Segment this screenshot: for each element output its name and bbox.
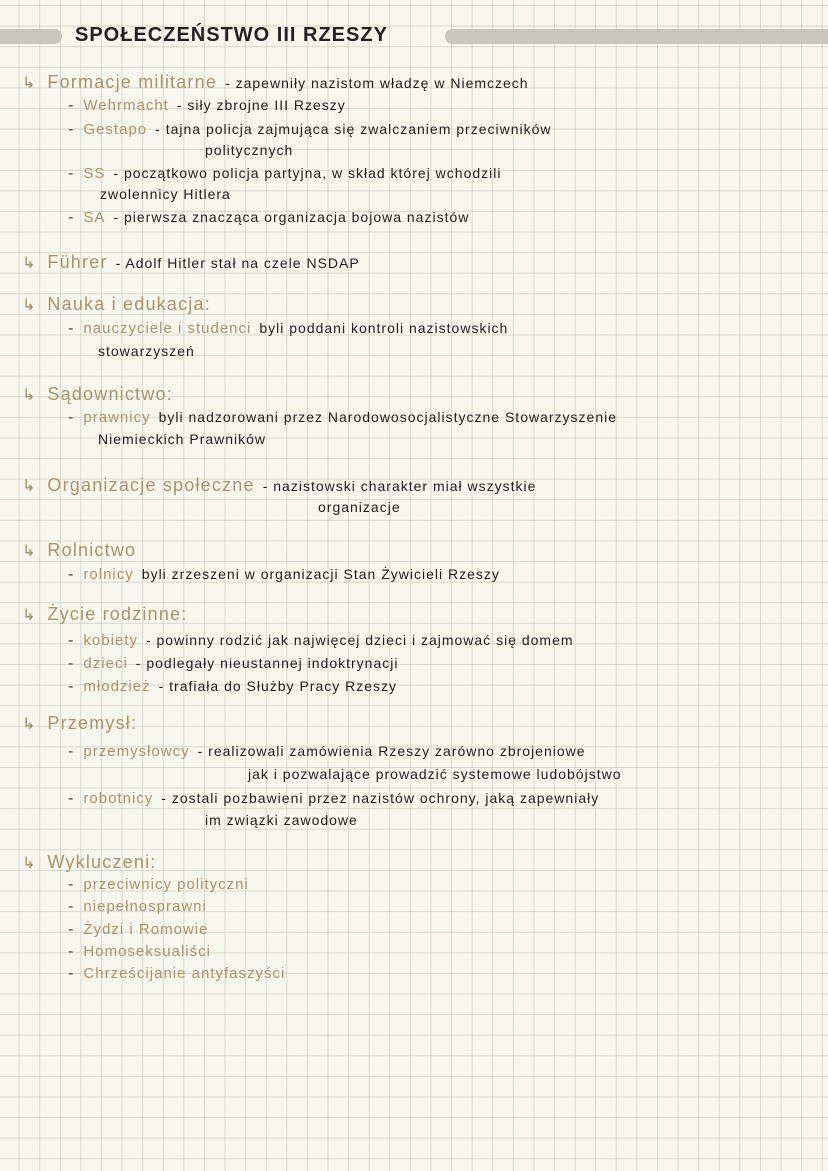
bullet-dash: - bbox=[68, 964, 74, 982]
item-text: byli nadzorowani przez Narodowosocjalistyczne Stowarzyszenie bbox=[158, 409, 618, 425]
item-text: - trafiała do Służby Pracy Rzeszy bbox=[158, 678, 398, 694]
section-heading: Wykluczeni: bbox=[47, 852, 157, 872]
item-term: niepełnosprawni bbox=[83, 898, 207, 915]
arrow-icon: ↳ bbox=[22, 253, 36, 272]
bullet-dash: - bbox=[68, 565, 74, 583]
list-item bbox=[68, 876, 249, 892]
bullet-dash: - bbox=[68, 897, 74, 915]
list-item bbox=[68, 743, 586, 759]
item-term: nauczyciele i studenci bbox=[83, 320, 252, 337]
continuation-line bbox=[318, 499, 401, 515]
list-item bbox=[68, 121, 552, 137]
list-item bbox=[68, 209, 469, 225]
item-term: Żydzi i Romowie bbox=[83, 921, 209, 938]
item-text: byli zrzeszeni w organizacji Stan Żywicieli Rzeszy bbox=[141, 566, 500, 582]
item-text: - powinny rodzić jak najwięcej dzieci i zajmować się domem bbox=[145, 632, 574, 648]
item-term: przemysłowcy bbox=[83, 743, 190, 760]
item-text: - tajna policja zajmująca się zwalczaniem przeciwników bbox=[155, 121, 552, 137]
continuation-text: politycznych bbox=[205, 142, 294, 158]
continuation-text: zwolennicy Hitlera bbox=[100, 186, 231, 202]
item-term: kobiety bbox=[83, 632, 138, 649]
item-term: rolnicy bbox=[83, 566, 134, 583]
item-term: prawnicy bbox=[83, 409, 151, 426]
section-heading: Przemysł: bbox=[47, 713, 138, 733]
continuation-text: organizacje bbox=[318, 499, 401, 515]
continuation-line bbox=[205, 142, 293, 158]
continuation-text: im związki zawodowe bbox=[205, 812, 358, 828]
bullet-dash: - bbox=[68, 920, 74, 938]
arrow-icon: ↳ bbox=[22, 385, 36, 404]
bullet-dash: - bbox=[68, 875, 74, 893]
arrow-icon: ↳ bbox=[22, 73, 36, 92]
bullet-dash: - bbox=[68, 408, 74, 426]
arrow-icon: ↳ bbox=[22, 853, 36, 872]
item-text: - zostali pozbawieni przez nazistów ochrony, jaką zapewniały bbox=[161, 790, 600, 806]
bullet-dash: - bbox=[68, 120, 74, 138]
bullet-dash: - bbox=[68, 942, 74, 960]
item-term: Gestapo bbox=[83, 121, 148, 138]
section-description: - zapewniły nazistom władzę w Niemczech bbox=[225, 75, 529, 91]
bullet-dash: - bbox=[68, 208, 74, 226]
continuation-line bbox=[98, 343, 195, 359]
title-bar-right bbox=[445, 29, 828, 44]
section-description: - Adolf Hitler stał na czele NSDAP bbox=[115, 255, 360, 271]
section-heading: Formacje militarne bbox=[47, 72, 218, 92]
list-item bbox=[68, 409, 617, 425]
list-item bbox=[68, 678, 397, 694]
list-item bbox=[68, 165, 501, 181]
bullet-dash: - bbox=[68, 164, 74, 182]
list-item bbox=[68, 898, 207, 914]
continuation-line bbox=[248, 766, 622, 782]
arrow-icon: ↳ bbox=[22, 476, 36, 495]
section-heading: Nauka i edukacja: bbox=[47, 294, 211, 314]
item-text: - pierwsza znacząca organizacja bojowa nazistów bbox=[113, 209, 470, 225]
continuation-line bbox=[98, 431, 266, 447]
list-item bbox=[68, 320, 508, 336]
bullet-dash: - bbox=[68, 677, 74, 695]
list-item bbox=[68, 632, 574, 648]
section-heading-line bbox=[22, 295, 211, 313]
section-heading-line bbox=[22, 73, 529, 91]
item-term: Homoseksualiści bbox=[83, 943, 211, 960]
title-bar-left bbox=[0, 29, 62, 44]
arrow-icon: ↳ bbox=[22, 295, 36, 314]
item-text: byli poddani kontroli nazistowskich bbox=[259, 320, 509, 336]
section-heading: Organizacje społeczne bbox=[47, 475, 255, 495]
section-heading-line bbox=[22, 476, 536, 494]
item-text: - podlegały nieustannej indoktrynacji bbox=[135, 655, 399, 671]
list-item bbox=[68, 965, 285, 981]
section-heading: Rolnictwo bbox=[47, 540, 137, 560]
continuation-text: stowarzyszeń bbox=[98, 343, 195, 359]
section-heading-line bbox=[22, 714, 137, 732]
arrow-icon: ↳ bbox=[22, 541, 36, 560]
list-item bbox=[68, 790, 599, 806]
bullet-dash: - bbox=[68, 789, 74, 807]
item-term: robotnicy bbox=[83, 790, 154, 807]
section-heading-line bbox=[22, 853, 156, 871]
item-term: Chrześcijanie antyfaszyści bbox=[83, 965, 286, 982]
section-heading-line bbox=[22, 605, 187, 623]
item-term: SA bbox=[83, 209, 106, 226]
list-item bbox=[68, 943, 211, 959]
page-title: SPOŁECZEŃSTWO III RZESZY bbox=[75, 24, 388, 46]
bullet-dash: - bbox=[68, 654, 74, 672]
section-heading-line bbox=[22, 253, 360, 271]
section-heading: Życie rodzinne: bbox=[47, 604, 188, 624]
arrow-icon: ↳ bbox=[22, 605, 36, 624]
item-term: młodzież bbox=[83, 678, 151, 695]
item-text: - realizowali zamówienia Rzeszy zarówno zbrojeniowe bbox=[197, 743, 586, 759]
bullet-dash: - bbox=[68, 96, 74, 114]
item-term: Wehrmacht bbox=[83, 97, 169, 114]
list-item bbox=[68, 921, 208, 937]
list-item bbox=[68, 566, 500, 582]
section-description: - nazistowski charakter miał wszystkie bbox=[262, 478, 537, 494]
bullet-dash: - bbox=[68, 319, 74, 337]
continuation-text: Niemieckich Prawników bbox=[98, 431, 267, 447]
bullet-dash: - bbox=[68, 631, 74, 649]
section-heading-line bbox=[22, 385, 173, 403]
item-text: - początkowo policja partyjna, w skład której wchodzili bbox=[113, 165, 502, 181]
section-heading: Führer bbox=[47, 252, 108, 272]
list-item bbox=[68, 97, 346, 113]
bullet-dash: - bbox=[68, 742, 74, 760]
section-heading: Sądownictwo: bbox=[47, 384, 173, 404]
continuation-line bbox=[100, 186, 231, 202]
continuation-line bbox=[205, 812, 358, 828]
item-term: przeciwnicy polityczni bbox=[83, 876, 249, 893]
list-item bbox=[68, 655, 398, 671]
item-text: - siły zbrojne III Rzeszy bbox=[176, 97, 346, 113]
arrow-icon: ↳ bbox=[22, 714, 36, 733]
item-term: dzieci bbox=[83, 655, 128, 672]
item-term: SS bbox=[83, 165, 106, 182]
section-heading-line bbox=[22, 541, 136, 559]
continuation-text: jak i pozwalające prowadzić systemowe ludobójstwo bbox=[248, 766, 622, 782]
